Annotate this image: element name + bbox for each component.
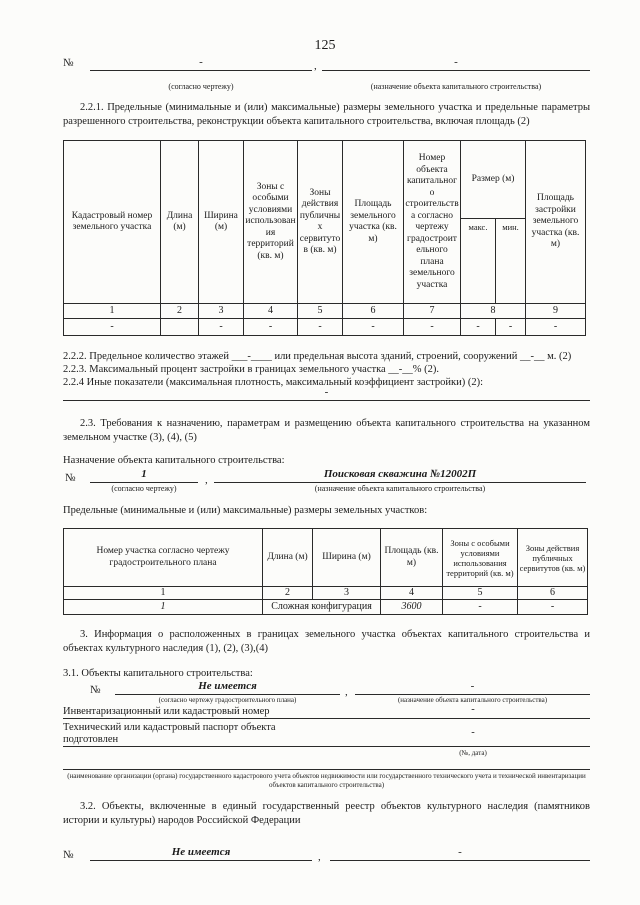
passport-value: - — [471, 727, 475, 738]
header-special-zones: Зоны с особыми условиями использования территорий (кв. м) — [443, 529, 518, 587]
header-size-max: макс. — [461, 219, 496, 304]
column-number: 9 — [526, 304, 586, 319]
header-size-min: мин. — [496, 219, 526, 304]
column-number: 2 — [263, 587, 313, 600]
separator-comma: , — [318, 851, 321, 863]
object-purpose-caption: (назначение объекта капитального строительства) — [370, 82, 542, 91]
header-length: Длина (м) — [263, 529, 313, 587]
table-cell — [161, 319, 199, 336]
object-purpose-field: Поисковая скважина №12002П — [214, 468, 586, 483]
purpose-title: Назначение объекта капитального строительства: — [63, 455, 285, 466]
table-cell: - — [244, 319, 298, 336]
table-cell: - — [404, 319, 461, 336]
number-sign-label: № — [63, 849, 74, 861]
object-purpose-field: - — [355, 680, 590, 695]
column-number: 6 — [518, 587, 588, 600]
table-number-row — [64, 587, 588, 600]
section-3-text: 3. Информация о расположенных в границах земельного участка объектах капитального строительства и объектах культурного наследия (1), (2), (3),(4) — [63, 629, 590, 654]
header-size: Размер (м) — [461, 141, 526, 219]
section-2-2-3-text: 2.2.3. Максимальный процент застройки в границах земельного участка __-__% (2). — [63, 364, 440, 375]
header-special-zones: Зоны с особыми условиями использования территорий (кв. м) — [244, 141, 298, 304]
servitude-zones-cell: - — [518, 600, 588, 615]
drawing-number-field: - — [90, 56, 312, 71]
section-2-2-1-text: 2.2.1. Предельные (минимальные и (или) максимальные) размеры земельного участка и предельные параметры разрешенного строительства, реконструкции объекта капитального строительства, включая площадь (2) — [63, 102, 590, 127]
table-cell: - — [526, 319, 586, 336]
object-purpose-caption: (назначение объекта капитального строительства) — [397, 696, 548, 704]
land-plot-sizes-table — [63, 528, 588, 615]
plot-number-cell: 1 — [64, 600, 263, 615]
header-servitude-zones: Зоны действия публичных сервитутов (кв. м) — [518, 529, 588, 587]
inventory-number-label: Инвентаризационный или кадастровый номер — [63, 706, 270, 717]
drawing-number-field: 1 — [90, 468, 198, 483]
table-cell: - — [298, 319, 343, 336]
heritage-purpose-field: - — [330, 846, 590, 861]
table-row — [64, 600, 588, 615]
header-built-area: Площадь застройки земельного участка (кв. м) — [526, 141, 586, 304]
other-indicators-field: - — [63, 386, 590, 401]
section-2-2-2-text: 2.2.2. Предельное количество этажей ___-____ или предельная высота зданий, строений, сооружений __-__ м. (2) — [63, 351, 572, 362]
column-number: 6 — [343, 304, 404, 319]
table-cell: - — [64, 319, 161, 336]
table-cell: - — [461, 319, 496, 336]
plot-area-cell: 3600 — [381, 600, 443, 615]
separator-comma: , — [205, 474, 208, 486]
table-cell: - — [496, 319, 526, 336]
column-number: 1 — [64, 587, 263, 600]
limits-title: Предельные (минимальные и (или) максимальные) размеры земельных участков: — [63, 505, 428, 516]
organization-caption: (наименование организации (органа) государственного кадастрового учета объектов недвижимости или государственного технического учета и технической инвентаризации объектов капитального строительства) — [67, 772, 586, 789]
header-plot-area: Площадь земельного участка (кв. м) — [343, 141, 404, 304]
passport-label-line-1: Технический или кадастровый паспорт объекта — [63, 722, 276, 733]
column-number: 2 — [161, 304, 199, 319]
header-plot-number: Номер участка согласно чертежу градостроительного плана — [64, 529, 263, 587]
column-number: 4 — [381, 587, 443, 600]
table-cell: - — [343, 319, 404, 336]
drawing-number-caption: (согласно чертежу) — [111, 484, 177, 493]
section-3-2-text: 3.2. Объекты, включенные в единый государственный реестр объектов культурного наследия (памятников истории и культуры) народов Российской Федерации — [63, 801, 590, 826]
heritage-number-field: Не имеется — [90, 846, 312, 861]
table-row — [64, 319, 586, 336]
header-area: Площадь (кв. м) — [381, 529, 443, 587]
table-header-row — [64, 141, 586, 219]
drawing-number-caption: (согласно чертежу градостроительного плана) — [158, 696, 297, 704]
page-number: 125 — [314, 38, 336, 53]
header-width: Ширина (м) — [313, 529, 381, 587]
inventory-number-row — [63, 705, 590, 719]
number-sign-label: № — [65, 472, 76, 484]
table-number-row — [64, 304, 586, 319]
header-cadastral-number: Кадастровый номер земельного участка — [64, 141, 161, 304]
column-number: 7 — [404, 304, 461, 319]
special-zones-cell: - — [443, 600, 518, 615]
land-plot-parameters-table — [63, 140, 586, 336]
object-purpose-caption: (назначение объекта капитального строительства) — [314, 484, 486, 493]
column-number: 1 — [64, 304, 161, 319]
header-width: Ширина (м) — [199, 141, 244, 304]
inventory-number-value: - — [471, 704, 475, 715]
number-sign-label: № — [90, 684, 101, 696]
column-number: 5 — [298, 304, 343, 319]
section-3-1-title: 3.1. Объекты капитального строительства: — [63, 668, 253, 679]
plot-configuration-cell: Сложная конфигурация — [263, 600, 381, 615]
column-number: 8 — [461, 304, 526, 319]
passport-row — [63, 721, 590, 747]
header-servitude-zones: Зоны действия публичных сервитутов (кв. м) — [298, 141, 343, 304]
column-number: 4 — [244, 304, 298, 319]
drawing-number-caption: (согласно чертежу) — [168, 82, 234, 91]
passport-label-line-2: подготовлен — [63, 734, 119, 745]
header-object-number: Номер объекта капитального строительства согласно чертежу градостроительного плана земельного участка — [404, 141, 461, 304]
object-purpose-field: - — [322, 56, 590, 71]
column-number: 3 — [199, 304, 244, 319]
drawing-number-field: Не имеется — [115, 680, 340, 695]
header-length: Длина (м) — [161, 141, 199, 304]
column-number: 5 — [443, 587, 518, 600]
organization-line — [63, 769, 590, 770]
separator-comma: , — [345, 686, 348, 698]
table-header-row — [64, 529, 588, 587]
section-2-3-text: 2.3. Требования к назначению, параметрам и размещению объекта капитального строительства на указанном земельном участке (3), (4), (5) — [63, 418, 590, 443]
number-sign-label: № — [63, 57, 74, 69]
separator-comma: , — [314, 60, 317, 72]
section-2-2-4-text: 2.2.4 Иные показатели (максимальная плотность, максимальный коэффициент застройки) (2): — [63, 377, 484, 388]
table-cell: - — [199, 319, 244, 336]
passport-caption: (№, дата) — [459, 749, 487, 757]
column-number: 3 — [313, 587, 381, 600]
